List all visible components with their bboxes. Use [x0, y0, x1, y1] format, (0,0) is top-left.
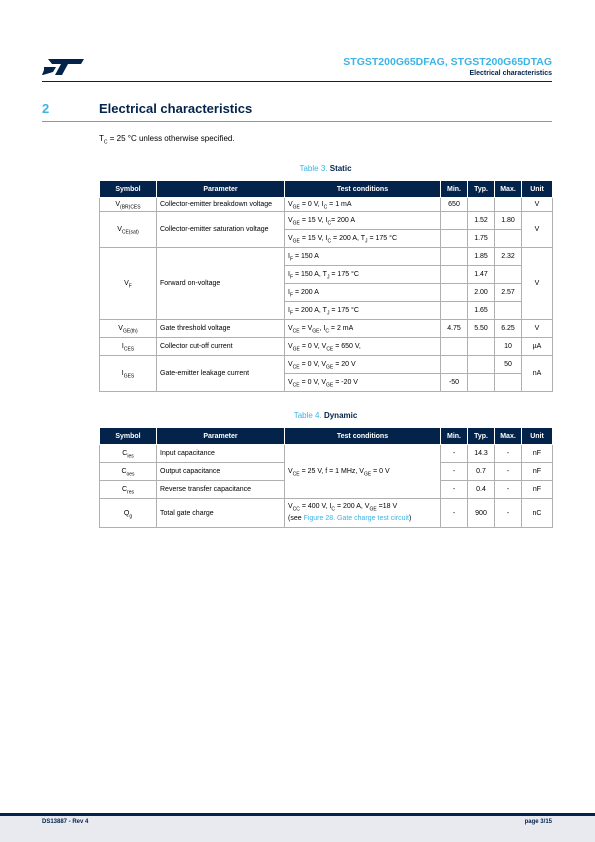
symbol-cell: $V_F$ — [100, 248, 157, 320]
header-cell: Unit — [522, 181, 553, 198]
table-header-row — [100, 181, 553, 198]
max-cell: - — [495, 481, 522, 499]
min-cell: -50 — [441, 374, 468, 392]
table-row — [100, 338, 553, 356]
table-row — [100, 212, 553, 230]
document-subtitle: Electrical characteristics — [469, 70, 552, 77]
unit-cell: nF — [522, 445, 553, 463]
max-cell: 50 — [495, 356, 522, 374]
table-row — [100, 499, 553, 528]
max-cell — [495, 374, 522, 392]
conditions-cell: $V_{CE} = V_{GE}$, $I_C = 2$ mA — [285, 320, 441, 338]
header-cell: Typ. — [468, 428, 495, 445]
table-row — [100, 356, 553, 374]
unit-cell: V — [522, 198, 553, 212]
typ-cell: 0.4 — [468, 481, 495, 499]
document-title: STGST200G65DFAG, STGST200G65DTAG — [343, 56, 552, 68]
typ-cell: 14.3 — [468, 445, 495, 463]
conditions-cell: $V_{GE} = 0$ V, $V_{CE} = 650$ V, — [285, 338, 441, 356]
table-row — [100, 198, 553, 212]
table3-caption: Table 3. Static — [299, 164, 352, 173]
conditions-cell: $I_F = 150$ A — [285, 248, 441, 266]
max-cell — [495, 230, 522, 248]
min-cell: - — [441, 445, 468, 463]
typ-cell: 1.65 — [468, 302, 495, 320]
parameter-cell: Forward on-voltage — [157, 248, 285, 320]
parameter-cell: Collector-emitter breakdown voltage — [157, 198, 285, 212]
typ-cell: 1.75 — [468, 230, 495, 248]
table-header-row — [100, 428, 553, 445]
symbol-cell: $C_{res}$ — [100, 481, 157, 499]
max-cell: 10 — [495, 338, 522, 356]
typ-cell: 5.50 — [468, 320, 495, 338]
conditions-note: $T_C = 25$ °C unless otherwise specified. — [99, 134, 235, 146]
static-table — [99, 180, 553, 392]
unit-cell: nC — [522, 499, 553, 528]
min-cell: 650 — [441, 198, 468, 212]
unit-cell: V — [522, 212, 553, 248]
symbol-cell: $V_{CE(sat)}$ — [100, 212, 157, 248]
parameter-cell: Gate-emitter leakage current — [157, 356, 285, 392]
min-cell — [441, 284, 468, 302]
max-cell: - — [495, 463, 522, 481]
unit-cell: µA — [522, 338, 553, 356]
header-divider — [42, 81, 552, 82]
typ-cell: 1.52 — [468, 212, 495, 230]
min-cell: - — [441, 481, 468, 499]
unit-cell: nF — [522, 481, 553, 499]
parameter-cell: Output capacitance — [157, 463, 285, 481]
header-cell: Max. — [495, 181, 522, 198]
typ-cell: 1.85 — [468, 248, 495, 266]
typ-cell — [468, 356, 495, 374]
header-cell: Max. — [495, 428, 522, 445]
header-cell: Symbol — [100, 428, 157, 445]
symbol-cell: $C_{oes}$ — [100, 463, 157, 481]
header-cell: Parameter — [157, 181, 285, 198]
section-title: Electrical characteristics — [99, 101, 253, 116]
section-number: 2 — [42, 101, 50, 116]
max-cell — [495, 302, 522, 320]
min-cell: 4.75 — [441, 320, 468, 338]
conditions-cell: $I_F = 200$ A, $T_J = 175$ °C — [285, 302, 441, 320]
header-cell: Test conditions — [285, 428, 441, 445]
parameter-cell: Reverse transfer capacitance — [157, 481, 285, 499]
table-row — [100, 320, 553, 338]
table-row — [100, 248, 553, 266]
typ-cell — [468, 338, 495, 356]
symbol-cell: $V_{(BR)CES}$ — [100, 198, 157, 212]
parameter-cell: Input capacitance — [157, 445, 285, 463]
page-number: page 3/15 — [524, 819, 552, 825]
header-cell: Typ. — [468, 181, 495, 198]
st-logo — [42, 57, 84, 77]
header-cell: Symbol — [100, 181, 157, 198]
header-cell: Unit — [522, 428, 553, 445]
header-cell: Parameter — [157, 428, 285, 445]
header-cell: Min. — [441, 181, 468, 198]
header-cell: Test conditions — [285, 181, 441, 198]
symbol-cell: $I_{CES}$ — [100, 338, 157, 356]
symbol-cell: $Q_g$ — [100, 499, 157, 528]
section-divider — [42, 121, 552, 122]
parameter-cell: Total gate charge — [157, 499, 285, 528]
parameter-cell: Gate threshold voltage — [157, 320, 285, 338]
conditions-cell: $V_{CE} = 25$ V, f = 1 MHz, $V_{GE} = 0$ V — [285, 445, 441, 499]
conditions-cell: $V_{GE} = 15$ V, $I_C = 200$ A, $T_J = 175$ °C — [285, 230, 441, 248]
unit-cell: nF — [522, 463, 553, 481]
conditions-cell: $I_F = 150$ A, $T_J = 175$ °C — [285, 266, 441, 284]
min-cell — [441, 248, 468, 266]
min-cell — [441, 212, 468, 230]
header-cell: Min. — [441, 428, 468, 445]
parameter-cell: Collector-emitter saturation voltage — [157, 212, 285, 248]
conditions-cell: $I_F = 200$ A — [285, 284, 441, 302]
min-cell — [441, 356, 468, 374]
conditions-cell: $V_{CE} = 0$ V, $V_{GE} = 20$ V — [285, 356, 441, 374]
unit-cell: V — [522, 248, 553, 320]
figure-28-link[interactable]: Figure 28. Gate charge test circuit — [303, 515, 409, 522]
unit-cell: nA — [522, 356, 553, 392]
typ-cell: 0.7 — [468, 463, 495, 481]
conditions-cell: $V_{GE} = 0$ V, $I_C = 1$ mA — [285, 198, 441, 212]
symbol-cell: $C_{ies}$ — [100, 445, 157, 463]
symbol-cell: $I_{GES}$ — [100, 356, 157, 392]
parameter-cell: Collector cut-off current — [157, 338, 285, 356]
typ-cell: 1.47 — [468, 266, 495, 284]
max-cell: - — [495, 445, 522, 463]
symbol-cell: $V_{GE(th)}$ — [100, 320, 157, 338]
typ-cell — [468, 374, 495, 392]
min-cell — [441, 302, 468, 320]
max-cell: 1.80 — [495, 212, 522, 230]
conditions-cell: $V_{CC} = 400$ V, $I_C = 200$ A, $V_{GE} =18$ V (see Figure 28. Gate charge test circuit) — [285, 499, 441, 528]
min-cell — [441, 266, 468, 284]
max-cell: - — [495, 499, 522, 528]
max-cell: 6.25 — [495, 320, 522, 338]
min-cell — [441, 230, 468, 248]
max-cell: 2.32 — [495, 248, 522, 266]
typ-cell: 900 — [468, 499, 495, 528]
max-cell: 2.57 — [495, 284, 522, 302]
typ-cell: 2.00 — [468, 284, 495, 302]
max-cell — [495, 198, 522, 212]
footer-band — [0, 816, 595, 842]
dynamic-table — [99, 427, 553, 528]
document-id: DS13887 - Rev 4 — [42, 819, 89, 825]
min-cell: - — [441, 463, 468, 481]
conditions-cell: $V_{CE} = 0$ V, $V_{GE} = -20$ V — [285, 374, 441, 392]
typ-cell — [468, 198, 495, 212]
max-cell — [495, 266, 522, 284]
min-cell: - — [441, 499, 468, 528]
min-cell — [441, 338, 468, 356]
unit-cell: V — [522, 320, 553, 338]
conditions-cell: $V_{GE} = 15$ V, $I_C= 200$ A — [285, 212, 441, 230]
table-row — [100, 445, 553, 463]
table4-caption: Table 4. Dynamic — [293, 411, 358, 420]
